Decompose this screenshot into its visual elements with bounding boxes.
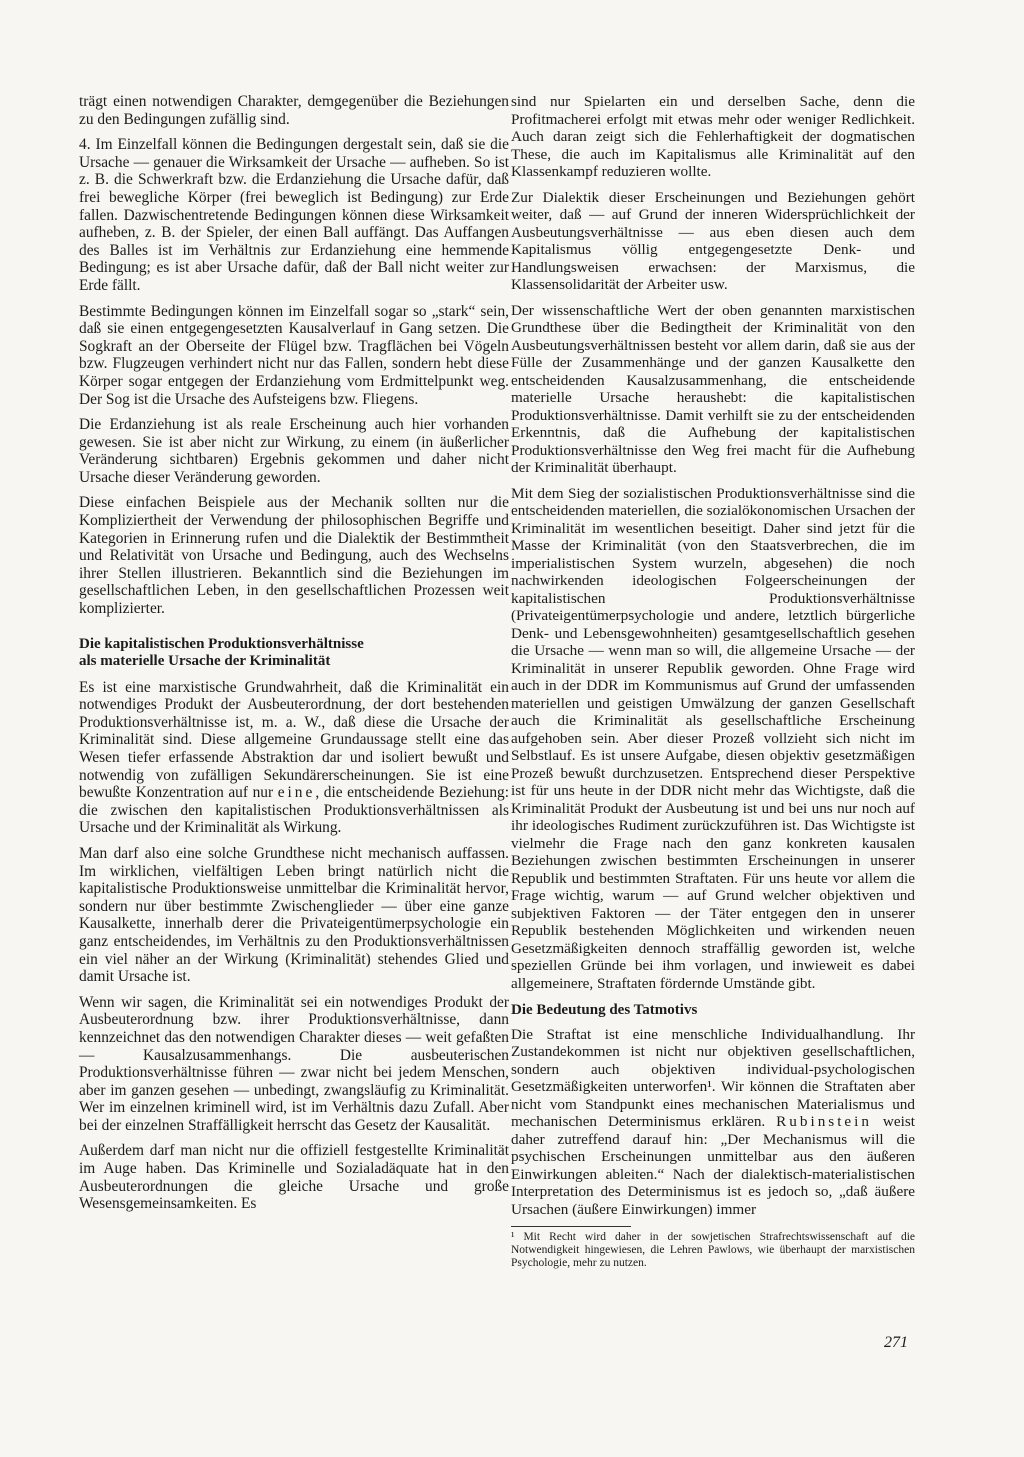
paragraph: sind nur Spielarten ein und derselben Sache, denn die Profitmacherei erfolgt mit etwas mehr oder weniger Redlichkeit. Auch daran zeigt sich die Fehlerhaftigkeit der dogmatischen These, die auch im Kapitalismus alle Kriminalität auf den Klassenkampf reduzieren wollte.	[511, 93, 915, 180]
paragraph: Die Erdanziehung ist als reale Erscheinung auch hier vorhanden gewesen. Sie ist aber nicht zur Wirkung, zu einem (in äußerlicher Veränderung sichtbaren) Ergebnis gekommen und daher nicht Ursache dieser Veränderung geworden.	[79, 416, 509, 486]
emphasized-name: Rubinstein	[776, 1113, 872, 1130]
paragraph: Wenn wir sagen, die Kriminalität sei ein notwendiges Produkt der Ausbeuterordnung bzw. ihrer Produktionsverhältnisse, dann kennzeichnet das den notwendigen Charakter dieses — weit gefaßten — Kausalzusammenhangs. Die ausbeuterischen Produktionsverhältnisse führen — zwar nicht bei jedem Menschen, aber im ganzen gesehen — unbedingt, zwangsläufig zu Kriminalität. Wer im einzelnen kriminell wird, ist im Verhältnis dazu Zufall. Aber bei der einzelnen Straffälligkeit herrscht das Gesetz der Kausalität.	[79, 993, 509, 1134]
footnote-divider	[511, 1226, 631, 1227]
paragraph: Diese einfachen Beispiele aus der Mechanik sollten nur die Kompliziertheit der Verwendung der philosophischen Begriffe und Kategorien in Erinnerung rufen und die Dialektik der Bestimmtheit und Relativität von Ursache und Bedingung, auch des Wechselns ihrer Stellen illustrieren. Bekanntlich sind die Beziehungen im gesellschaftlichen Leben, in den gesellschaftlichen Prozessen weit komplizierter.	[79, 494, 509, 618]
paragraph: trägt einen notwendigen Charakter, demgegenüber die Beziehungen zu den Bedingungen zufällig sind.	[79, 93, 509, 128]
footnote: ¹ Mit Recht wird daher in der sowjetischen Strafrechtswissenschaft auf die Notwendigkeit hingewiesen, die Lehren Pawlows, wie überhaupt der marxistischen Psychologie, mehr zu nutzen.	[511, 1231, 915, 1270]
left-column	[79, 93, 509, 1221]
text-run: Die Straftat ist eine menschliche Individualhandlung. Ihr Zustandekommen ist nicht nur objektiven gesellschaftlichen, sondern auch objektiven individual-psychologischen Gesetzmäßigkeiten unterworfen¹. Wir können die Straftaten aber nicht vom Standpunkt eines mechanischen Materialismus und mechanischen Determinismus erklären.	[511, 1025, 915, 1130]
paragraph: Zur Dialektik dieser Erscheinungen und Beziehungen gehört weiter, daß — auf Grund der inneren Widersprüchlichkeit der Ausbeutungsverhältnisse — aus eben diesen auch dem Kapitalismus völlig entgegengesetzte Denk- und Handlungsweisen erwachsen: der Marxismus, die Klassensolidarität der Arbeiter usw.	[511, 188, 915, 293]
section-heading: Die Bedeutung des Tatmotivs	[511, 1002, 698, 1018]
page-number: 271	[884, 1334, 908, 1351]
emphasized-word: eine	[277, 784, 316, 802]
section-heading-line: als materielle Ursache der Kriminalität	[79, 653, 331, 670]
paragraph: Außerdem darf man nicht nur die offiziell festgestellte Kriminalität im Auge haben. Das Kriminelle und Sozialadäquate hat in den Ausbeuterordnungen die gleiche Ursache und große Wesensgemeinsamkeiten. Es	[79, 1142, 509, 1213]
text-run: Es ist eine marxistische Grundwahrheit, daß die Kriminalität ein notwendiges Produkt der Ausbeuterordnung, der dort bestehenden Produktionsverhältnisse ist, m. a. W., daß diese die Ursache der Kriminalität sind. Diese allgemeine Grundaussage stellt eine das Wesen tiefer erfassende Abstraktion dar und isoliert bewußt und notwendig von zufälligen Sekundärerscheinungen. Sie ist eine bewußte Konzentration auf nur	[79, 678, 509, 802]
paragraph: Man darf also eine solche Grundthese nicht mechanisch auffassen. Im wirklichen, vielfältigen Leben bringt natürlich nicht die kapitalistische Produktionsweise unmittelbar die Kriminalität hervor, sondern nur über bestimmte Zwischenglieder — über eine ganze Kausalkette, innerhalb derer die Privateigentümerpsychologie ein ganz entscheidendes, im Verhältnis zu den Produktionsverhältnissen ein viel näher an der Wirkung (Kriminalität) stehendes Glied und damit Ursache ist.	[79, 844, 509, 986]
text-run: , die entscheidende Beziehung: die zwischen den kapitalistischen Produktionsverhältnissen als Ursache und der Kriminalität als Wirkung.	[79, 784, 509, 837]
paragraph: 4. Im Einzelfall können die Bedingungen dergestalt sein, daß sie die Ursache — genauer die Wirksamkeit der Ursache — aufheben. So ist z. B. die Schwerkraft bzw. die Erdanziehung die Ursache dafür, daß frei bewegliche Körper (frei beweglich ist Bedingung) zur Erde fallen. Dazwischentretende Bedingungen können diese Wirksamkeit aufheben, z. B. der Spieler, der einen Ball auffängt. Das Auffangen des Balles ist im Verhältnis zur Erdanziehung eine hemmende Bedingung; es ist aber Ursache dafür, daß der Ball nicht weiter zur Erde fällt.	[79, 136, 509, 294]
paragraph	[79, 679, 509, 837]
paragraph: Bestimmte Bedingungen können im Einzelfall sogar so „stark“ sein, daß sie einen entgegengesetzten Kausalverlauf in Gang setzen. Die Sogkraft an der Oberseite der Flügel bzw. Tragflächen bei Vögeln bzw. Flugzeugen verhindert nicht nur das Fallen, sondern hebt diese Körper sogar entgegen der Erdanziehung vom Erdmittelpunkt weg. Der Sog ist die Ursache des Aufsteigens bzw. Fliegens.	[79, 302, 509, 408]
right-column	[511, 93, 915, 1271]
section-heading-line: Die kapitalistischen Produktionsverhältnisse	[79, 635, 364, 652]
paragraph	[511, 1026, 915, 1219]
text-run: weist daher zutreffend darauf hin: „Der Mechanismus will die psychischen Erscheinungen unmittelbar aus den äußeren Einwirkungen ableiten.“ Nach der dialektisch-materialistischen Interpretation des Determinismus ist es jedoch so, „daß äußere Ursachen (äußere Einwirkungen) immer	[511, 1113, 915, 1218]
section-heading	[79, 636, 509, 671]
paragraph: Mit dem Sieg der sozialistischen Produktionsverhältnisse sind die entscheidenden materiellen, die sozialökonomischen Ursachen der Kriminalität im wesentlichen beseitigt. Daher sind jetzt für die Masse der Kriminalität (von den Staatsverbrechen, die im imperialistischen System wurzeln, abgesehen) die noch nachwirkenden ideologischen Folgeerscheinungen der kapitalistischen Produktionsverhältnisse (Privateigentümerpsychologie und andere, letztlich bürgerliche Denk- und Lebensgewohnheiten) gesamtgesellschaftlich gesehen die Ursache — wenn man so will, die allgemeine Ursache — der Kriminalität in unserer Republik geworden. Ohne Frage wird auch in der DDR im Kommunismus auf Grund der umfassenden materiellen und geistigen Umwälzung der ganzen Gesellschaft auch die Kriminalität als gesellschaftliche Erscheinung aufgehoben sein. Aber dieser Prozeß vollzieht sich nicht im Selbstlauf. Es ist unsere Aufgabe, diesen objektiv gesetzmäßigen Prozeß bewußt durchzusetzen. Entsprechend dieser Perspektive ist für uns heute in der DDR nicht mehr das Wichtigste, daß die Kriminalität Produkt der Ausbeutung ist und bei uns nur noch auf ihr ideologisches Rudiment zurückzuführen ist. Das Wichtigste ist vielmehr die Frage nach den ganz konkreten kausalen Beziehungen zwischen bestimmten Erscheinungen in unserer Republik und bestimmten Straftaten. Für uns heute vor allem die Frage wichtig, warum — auf Grund welcher objektiven und subjektiven Faktoren — der Täter entgegen den in unserer Republik bestehenden Möglichkeiten und wirkenden neuen Gesetzmäßigkeiten dennoch straffällig geworden ist, welche speziellen Gründe bei ihm vorlagen, und inwieweit es dabei allgemeinere, Straftaten fördernde Umstände gibt.	[511, 484, 916, 992]
paragraph: Der wissenschaftliche Wert der oben genannten marxistischen Grundthese über die Bedingtheit der Kriminalität von den Ausbeutungsverhältnissen besteht vor allem darin, daß sie aus der Fülle der Zusammenhänge und der ganzen Kausalkette den entscheidenden Kausalzusammenhang, die entscheidende materielle Ursache heraushebt: die kapitalistischen Produktionsverhältnisse. Damit verhilft sie zu der entscheidenden Erkenntnis, daß die Aufhebung der kapitalistischen Produktionsverhältnisse den Weg frei macht für die Aufhebung der Kriminalität überhaupt.	[511, 301, 915, 476]
